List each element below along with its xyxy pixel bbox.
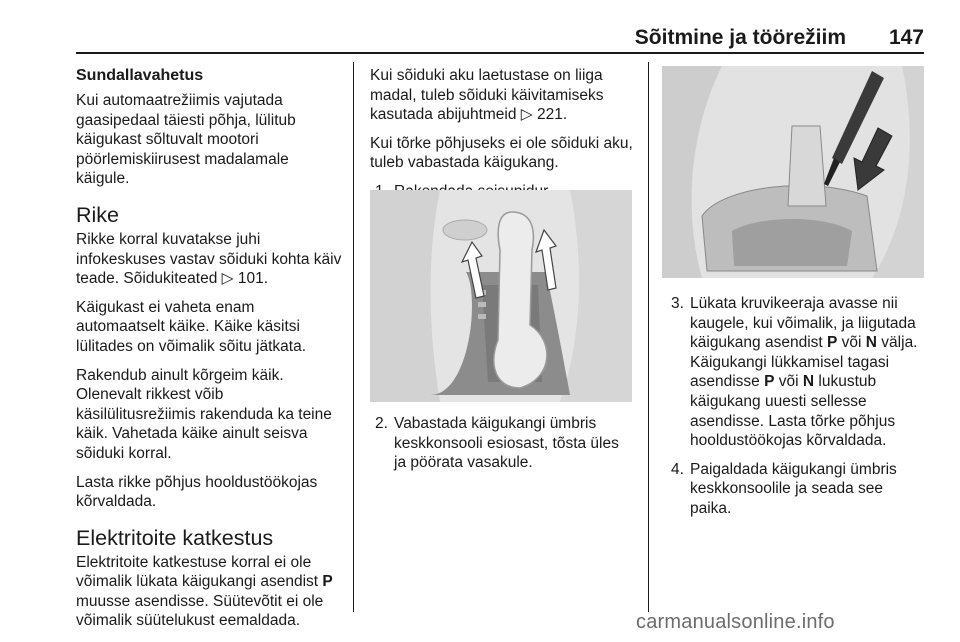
list-item-step-2: 2. Vabastada käigukangi ümbris keskkonsooli esiosast, tõsta üles ja pöörata vasakule. [375,415,619,472]
list-item-step-4: 4. Paigaldada käigukangi ümbris keskkonsoolile ja seada see paika. [671,460,897,517]
fault-paragraph-2: Käigukast ei vaheta enam automaatselt käike. Käike käsitsi lülitades on võimalik sõitu jätkata. [76,298,307,355]
list-item-step-3: 3. Lükata kruvikeeraja avasse nii kaugele, kui võimalik, ja liigutada käigukang asendist P või N välja. Käigukangi lükkamisel tagasi asendisse P või N lukustub käigukang uuesti sellesse asendisse. Lasta tõrke põhjus hooldustöökojas kõrvaldada. [671,295,918,450]
right-column [666,294,928,528]
kickdown-paragraph: Kui automaatrežiimis vajutada gaasipedaal täiesti põhja, lülitub käigukast sõltuvalt mootori pöörlemiskiirusest madalamale käigule. [76,92,296,188]
section-title-kickdown: Sundallavahetus [76,67,204,84]
fault-paragraph-4: Lasta rikke põhjus hooldustöökojas kõrvaldada. [76,473,318,511]
page-reference[interactable]: 101. [237,270,269,288]
page-reference-arrow-icon: ▷ [520,106,533,124]
running-header-title: Sõitmine ja töörežiim [634,26,846,49]
left-column [76,66,346,640]
release-paragraph: Kui tõrke põhjuseks ei ole sõiduki aku, tuleb vabastada käigukang. [370,134,633,172]
column-divider-left [353,62,354,612]
header-rule [76,52,924,54]
watermark: carmanualsonline.info [636,611,835,633]
screwdriver-release-figure [662,66,924,278]
section-title-fault: Rike [76,202,120,227]
page-header [76,26,924,52]
fault-paragraph-1: Rikke korral kuvatakse juhi infokeskuses vastav sõiduki kohta käiv teade. Sõidukiteated ▷ 101. [76,230,342,288]
battery-paragraph: Kui sõiduki aku laetustase on liiga madal, tuleb sõiduki käivitamiseks kasutada abijuhtmeid ▷ 221. [370,67,604,124]
fault-paragraph-3: Rakendub ainult kõrgeim käik. Olenevalt rikkest võib käsilülitusrežiimis rakenduda ka teine käik. Vahetada käike ainult seisva sõiduki korral. [76,366,332,462]
power-interruption-paragraph: Elektritoite katkestuse korral ei ole võimalik lükata käigukangi asendist P muusse asendisse. Süütevõtit ei ole võimalik süütelukust eemaldada. [76,553,333,630]
middle-column-lower [370,414,634,482]
page-reference[interactable]: 221. [537,106,568,124]
middle-column [370,66,634,211]
gear-lever-cover-figure [370,190,632,402]
gear-lever-illustration [370,190,632,402]
section-title-power-interruption: Elektritoite katkestus [76,525,274,550]
column-divider-right [648,62,649,612]
page-number: 147 [888,26,924,49]
page-reference-arrow-icon: ▷ [221,270,234,288]
screwdriver-illustration [662,66,924,278]
